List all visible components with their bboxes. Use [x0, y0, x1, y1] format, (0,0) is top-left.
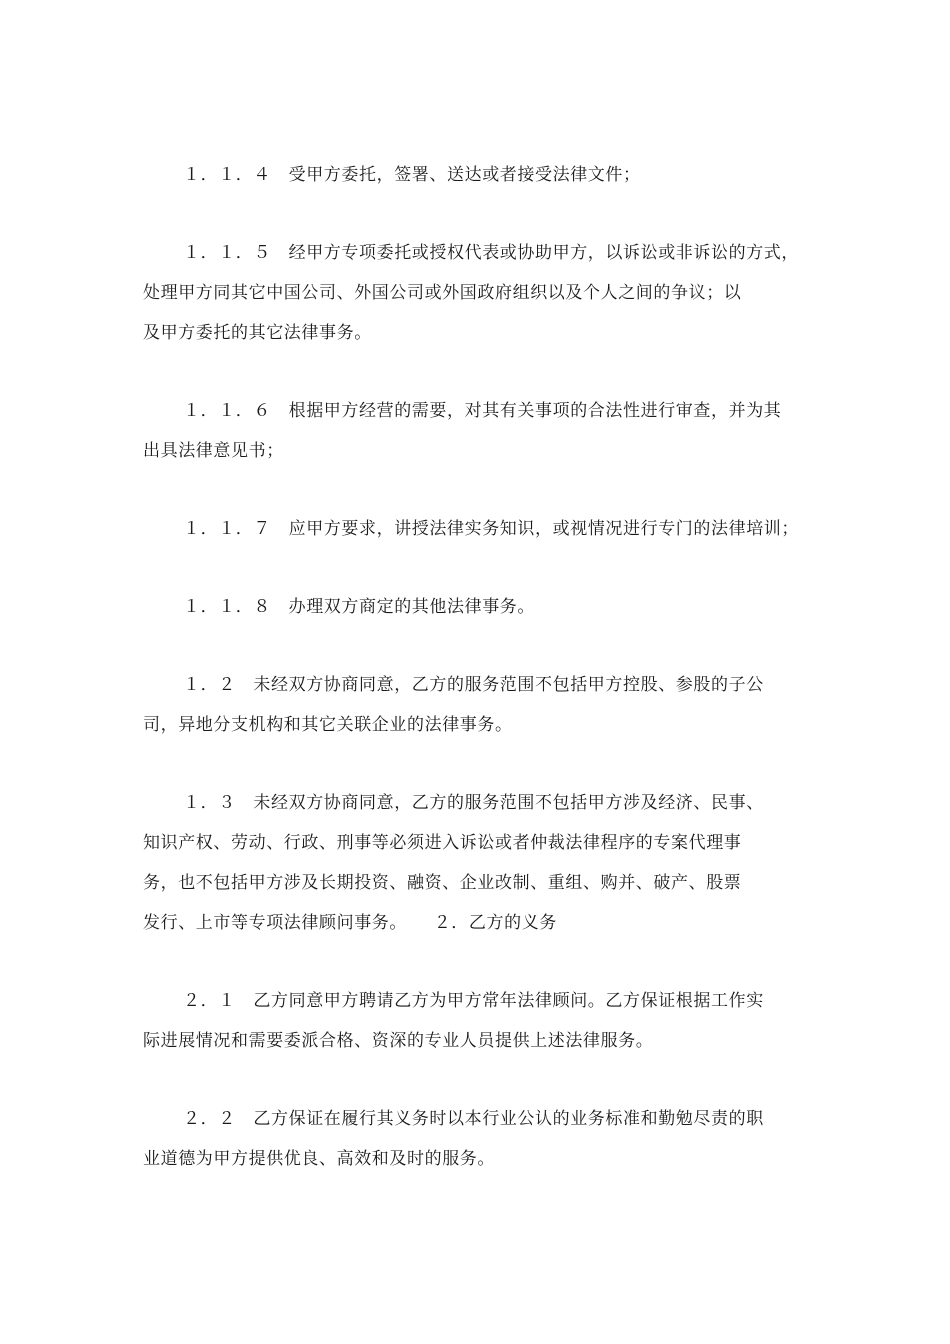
clause-1-1-4 [143, 155, 818, 195]
clause-line: １．３ 未经双方协商同意，乙方的服务范围不包括甲方涉及经济、民事、 [183, 793, 764, 813]
clause-2-2 [143, 1099, 818, 1179]
clause-line: 知识产权、劳动、行政、刑事等必须进入诉讼或者仲裁法律程序的专案代理事 [143, 833, 742, 853]
clause-1-2 [143, 665, 818, 745]
clause-line: 业道德为甲方提供优良、高效和及时的服务。 [143, 1149, 495, 1169]
clause-line: 际进展情况和需要委派合格、资深的专业人员提供上述法律服务。 [143, 1031, 654, 1051]
clause-line: １．１．８ 办理双方商定的其他法律事务。 [183, 597, 535, 617]
clause-1-3 [143, 783, 818, 943]
clause-line: １．２ 未经双方协商同意，乙方的服务范围不包括甲方控股、参股的子公 [183, 675, 764, 695]
clause-1-1-5 [143, 233, 818, 353]
document-body [143, 155, 818, 1217]
clause-line: 发行、上市等专项法律顾问事务。 ２．乙方的义务 [143, 913, 557, 933]
clause-line: 司，异地分支机构和其它关联企业的法律事务。 [143, 715, 513, 735]
clause-line: １．１．７ 应甲方要求，讲授法律实务知识，或视情况进行专门的法律培训； [183, 519, 799, 539]
clause-line: 出具法律意见书； [143, 441, 284, 461]
clause-1-1-7 [143, 509, 818, 549]
clause-line: １．１．４ 受甲方委托，签署、送达或者接受法律文件； [183, 165, 641, 185]
clause-line: 及甲方委托的其它法律事务。 [143, 323, 372, 343]
clause-1-1-6 [143, 391, 818, 471]
clause-line: ２．２ 乙方保证在履行其义务时以本行业公认的业务标准和勤勉尽责的职 [183, 1109, 764, 1129]
clause-line: ２．１ 乙方同意甲方聘请乙方为甲方常年法律顾问。乙方保证根据工作实 [183, 991, 764, 1011]
clause-line: 处理甲方同其它中国公司、外国公司或外国政府组织以及个人之间的争议；以 [143, 283, 742, 303]
clause-line: 务，也不包括甲方涉及长期投资、融资、企业改制、重组、购并、破产、股票 [143, 873, 742, 893]
clause-2-1 [143, 981, 818, 1061]
clause-line: １．１．６ 根据甲方经营的需要，对其有关事项的合法性进行审查，并为其 [183, 401, 782, 421]
clause-1-1-8 [143, 587, 818, 627]
clause-line: １．１．５ 经甲方专项委托或授权代表或协助甲方，以诉讼或非诉讼的方式， [183, 243, 799, 263]
